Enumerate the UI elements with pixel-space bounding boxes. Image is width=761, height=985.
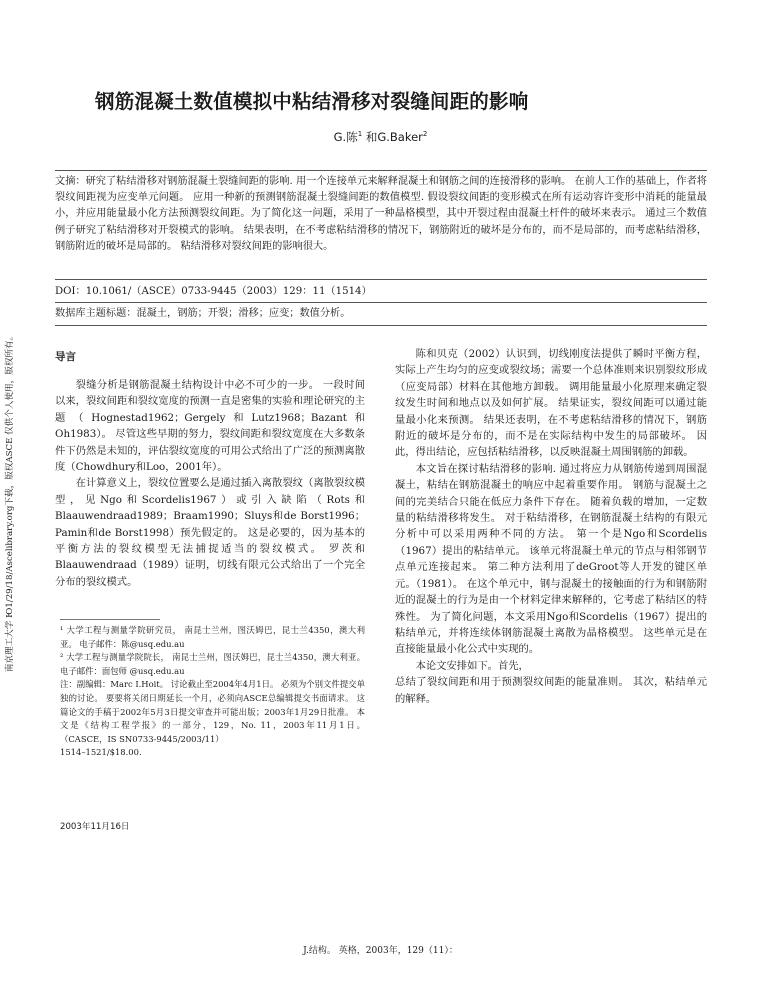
keywords-rule (55, 325, 707, 326)
footnotes (60, 624, 365, 760)
abstract-top-rule (55, 170, 707, 171)
left-paragraph: 裂缝分析是钢筋混凝土结构设计中必不可少的一步。 一段时间以来，裂纹间距和裂纹宽度的预测一直是密集的实验和理论研究的主题（Hognestad1962；Gergely和Lutz1968；Bazant和Oh1983）。 尽管这些早期的努力，裂纹间距和裂纹宽度在大多数条件下仍然是未知的，评估裂纹宽度的可用公式给出了广泛的预测离散度（Chowdhury和Loo，2001年）。 (55, 379, 365, 474)
footnote-price: 1514–1521/$18.00. (60, 747, 142, 758)
author-line (0, 129, 761, 145)
abstract: 文摘：研究了粘结滑移对钢筋混凝土裂缝间距的影响. 用一个连接单元来解释混凝土和钢筋之间的连接滑移的影响。 在前人工作的基础上，作者将裂纹间距视为应变单元问题。 应用一种新的预测钢筋混凝土裂缝间距的数值模型. 假设裂纹间距的变形模式在所有运动容许变形中消耗的能量最小，并应用能量最小化方法预测裂纹间距。为了简化这一问题，采用了一种晶格模型，其中开裂过程由混凝土杆件的破坏来表示。 通过三个数值例子研究了粘结滑移对开裂模式的影响。 结果表明，在不考虑粘结滑移的情况下，钢筋附近的破坏是分布的，而不是局部的，而考虑粘结滑移，钢筋附近的破坏是局部的。 粘结滑移对裂纹间距的影响很大。 (55, 176, 707, 252)
footnote-editorial-note: 注：副编辑：Marc I.Hoit。 讨论截止至2004年4月1日。 必须为个别文件提交单独的讨论。 要要将关闭日期延长一个月，必须向ASCE总编辑提交书面请求。 这篇论文的手稿于2002年5月3日提交审查并可能出版；2003年1月29日批准。 本文是《结构工程学报》的一部分，129，No. 11，2003年11月1日。 （CASCE，IS SN0733-9445/2003/11） (60, 679, 365, 744)
author-2-affil: 2 (422, 130, 428, 139)
journal-footer: J.结构。 英格，2003年，129（11）： (303, 946, 458, 956)
author-1-affil: 1 (357, 130, 363, 139)
doi-rule (55, 302, 707, 303)
right-paragraph: 总结了裂纹间距和用于预测裂纹间距的能量准则。 其次，粘结单元的解释。 (395, 676, 707, 705)
footnote-rule (60, 619, 160, 620)
download-watermark-sidebar: 南京理工大学 Ю1/29/18/Ascelibrary.org下载，版权ASCE 仅供个人使用，版权所有。 (5, 331, 15, 673)
right-column (395, 346, 707, 707)
print-date: 2003年11月16日 (60, 822, 130, 832)
author-separator: 和 (362, 130, 378, 144)
left-paragraph: 在计算意义上，裂纹位置要么是通过插入离散裂纹（离散裂纹模型，见Ngo和Scordelis1967）或引入缺陷（Rots和Blaauwendraad1989；Braam1990；Sluys和de Borst1996；Pamin和de Borst1998）预先假定的。 这是必要的，因为基本的平衡方法的裂纹模型无法捕捉适当的裂纹模式。 罗茨和Blaauwendraad（1989）证明，切线有限元公式给出了一个完全分布的裂纹模式。 (55, 477, 365, 588)
section-heading-introduction: 导言 (55, 351, 76, 363)
footnote-affiliation-2: ² 大学工程与测量学院院长， 南昆士兰州，图沃姆巴，昆士兰4350，澳大利亚。 电子邮件：面包师 @usq.edu.au (60, 652, 365, 676)
abstract-bottom-rule (55, 279, 707, 280)
author-2: G.Baker (377, 130, 423, 144)
right-paragraph: 陈和贝克（2002）认识到，切线刚度法提供了瞬时平衡方程，实际上产生均匀的应变或裂纹场；需要一个总体准则来识别裂纹形成（应变局部）材料在其他地方卸载。 调用能量最小化原理来确定裂纹发生时间和地点以及如何扩展。 结果证实，裂纹间距可以通过能量最小化来预测。 结果还表明，在不考虑粘结滑移的情况下，钢筋附近的破坏是分布的，而不是在实际结构中发生的局部破坏。 因此，得出结论，应包括粘结滑移，以反映混凝土周围钢筋的卸载。 (395, 348, 707, 459)
left-column (55, 377, 365, 590)
right-paragraph: 本论文安排如下。首先， (415, 659, 529, 672)
author-1: G.陈 (333, 130, 358, 144)
right-paragraph: 本文旨在探讨粘结滑移的影响. 通过将应力从钢筋传递到周围混凝土，粘结在钢筋混凝土的响应中起着重要作用。 钢筋与混凝土之间的完美结合只能在低应力条件下存在。 随着负载的增加，一定数量的粘结滑移将发生。 对于粘结滑移，在钢筋混凝土结构的有限元分析中可以采用两种不同的方法。 第一个是Ngo和Scordelis（1967）提出的粘结单元。 该单元将混凝土单元的节点与相邻钢节点单元连接起来。 第二种方法利用了deGroot等人开发的键区单元。（1981）。 在这个单元中，钢与混凝土的接触面的行为和钢筋附近的混凝土的行为是由一个材料定律来解释的，它考虑了粘结区的特殊性。 为了简化问题，本文采用Ngo和Scordelis（1967）提出的粘结单元，并将连续体钢筋混凝土离散为晶格模型。 这些单元是在直接能量最小化公式中实现的。 (395, 462, 707, 656)
doi: DOI：10.1061/（ASCE）0733-9445（2003）129：11（1514） (55, 286, 372, 297)
footnote-affiliation-1: ¹ 大学工程与测量学院研究员， 南昆士兰州，图沃姆巴，昆士兰4350，澳大利亚。 电子邮件：陈@usq.edu.au (60, 625, 365, 649)
paper-title: 钢筋混凝土数值模拟中粘结滑移对裂缝间距的影响 (95, 90, 529, 113)
keywords: 数据库主题标题：混凝土，钢筋；开裂；滑移；应变；数值分析。 (55, 308, 351, 319)
